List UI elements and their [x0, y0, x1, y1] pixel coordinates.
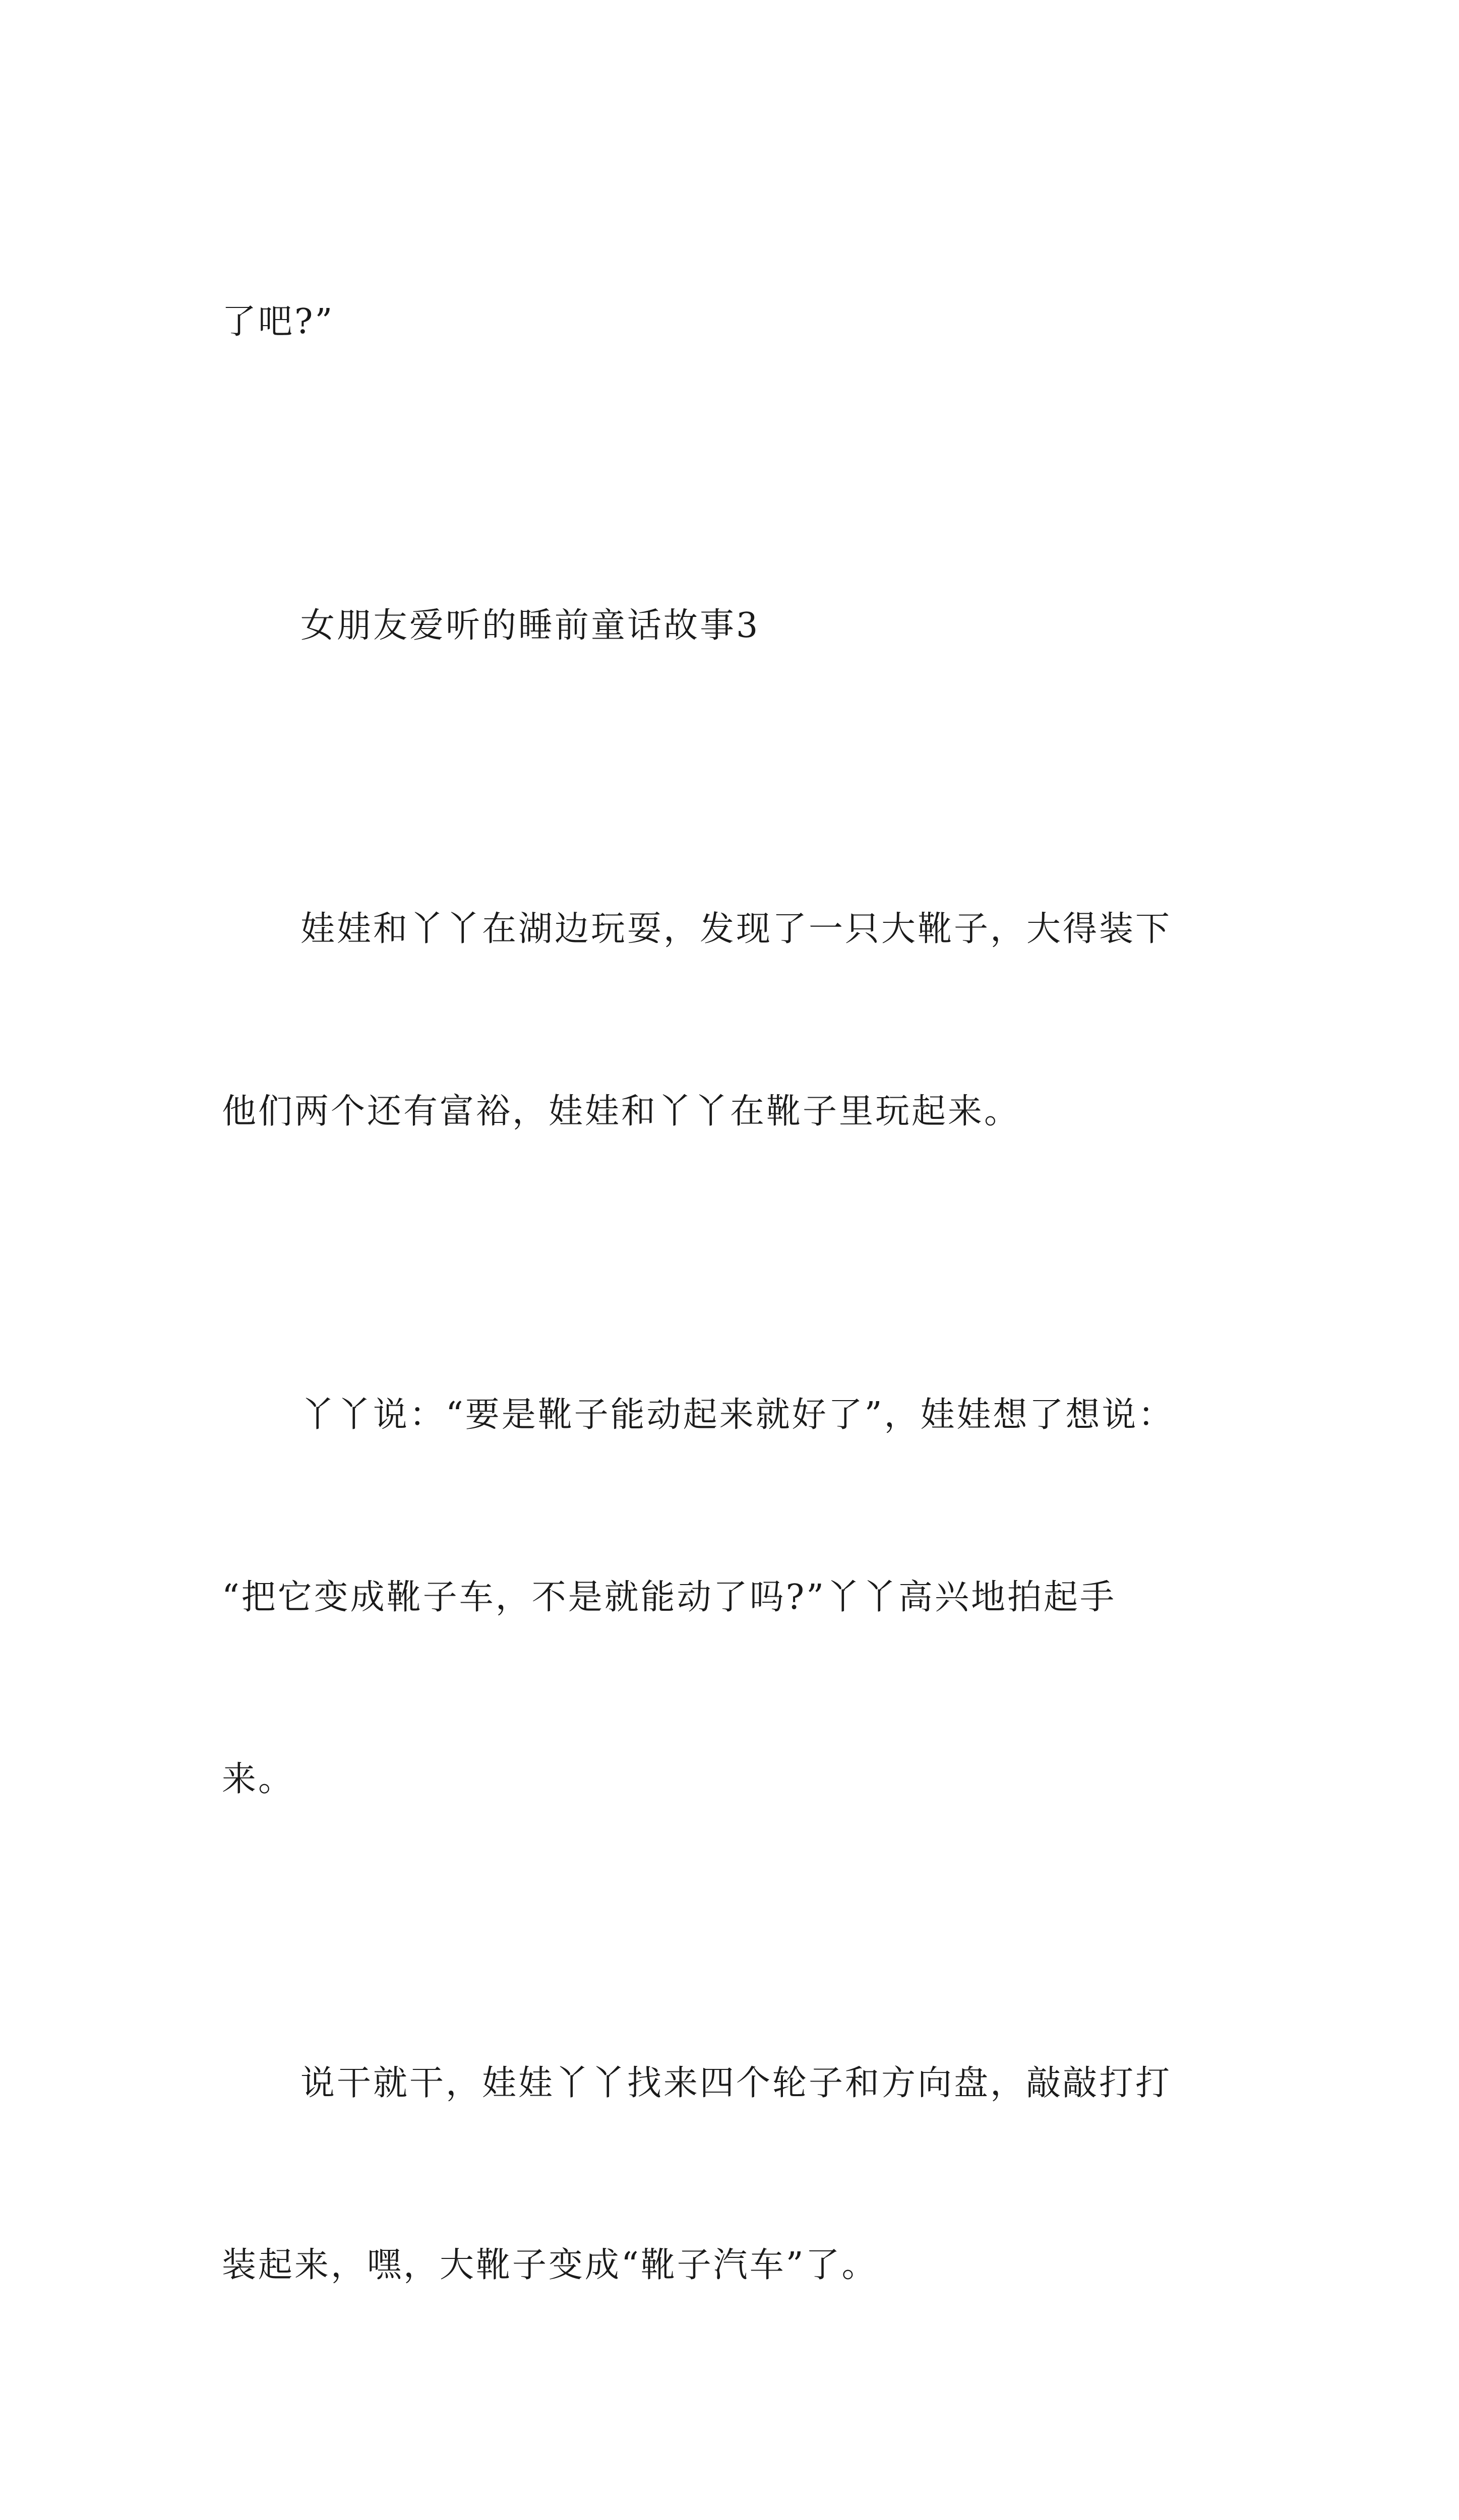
- text-line: 他们两个还有富裕，娃娃和丫丫在靴子里玩起来。: [222, 1082, 1255, 1143]
- story-text-body: [222, 170, 1255, 2520]
- text-line: 来。: [222, 1749, 1255, 1810]
- paragraph-continuation: [222, 170, 1255, 474]
- text-line: 女朋友爱听的睡前童话故事3: [222, 596, 1255, 657]
- paragraph: [222, 1264, 1255, 1932]
- paragraph: [222, 778, 1255, 1264]
- text-line: 说干就干，娃娃丫丫找来四个轮子和方向盘，敲敲打打: [222, 2053, 1255, 2114]
- text-line: 了吧?”: [222, 292, 1255, 353]
- text-line: “把它变成靴子车，不是就能动了吗?”丫丫高兴地拍起手: [222, 1567, 1255, 1628]
- paragraph: [222, 1932, 1255, 2418]
- story-heading: [222, 474, 1255, 778]
- text-line: 装起来，嘿，大靴子变成“靴子汽车”了。: [222, 2235, 1255, 2296]
- paragraph: [222, 2418, 1255, 2520]
- text-line: 丫丫说：“要是靴子能动起来就好了”，娃娃想了想说：: [222, 1385, 1255, 1446]
- text-line: 娃娃和丫丫在湖边玩耍，发现了一只大靴子，大得装下: [222, 899, 1255, 960]
